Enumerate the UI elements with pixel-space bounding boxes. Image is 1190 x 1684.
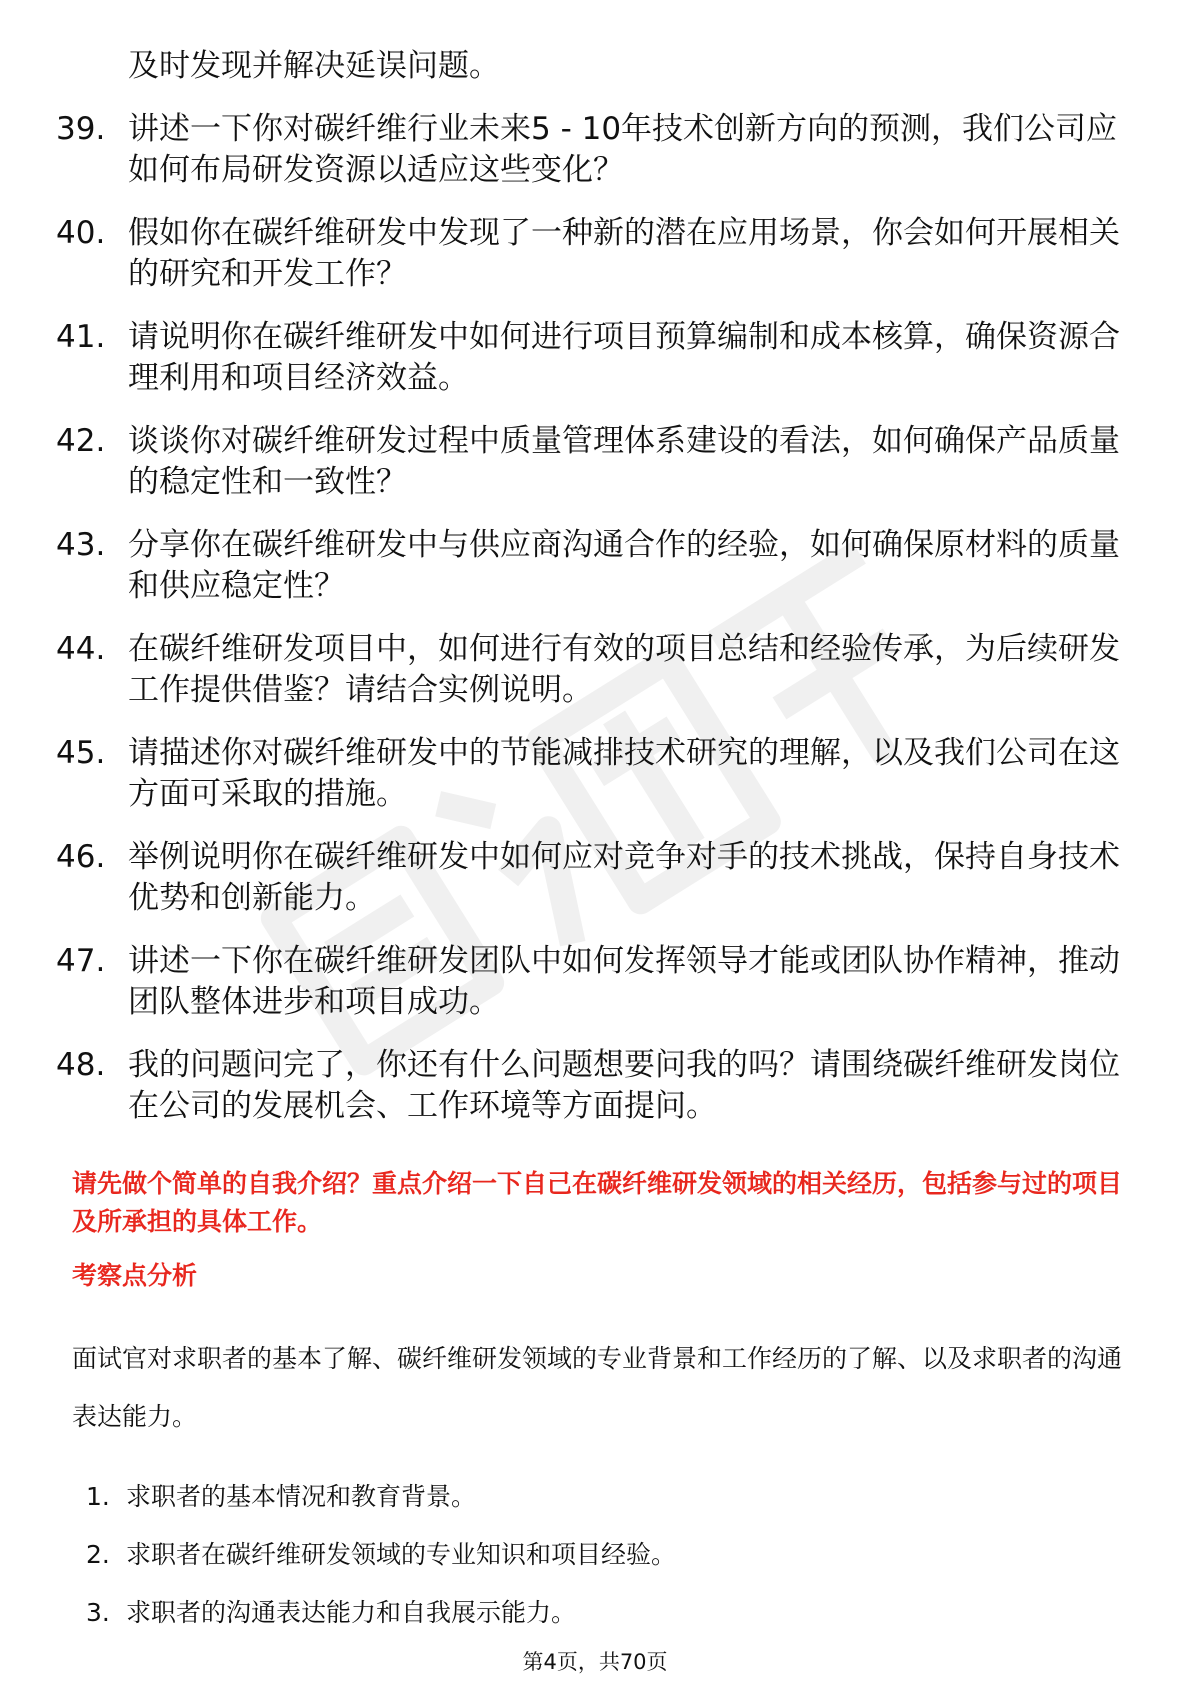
analysis-paragraph: 面试官对求职者的基本了解、碳纤维研发领域的专业背景和工作经历的了解、以及求职者的沟通表达能力。	[72, 1344, 1123, 1431]
question-text: 谈谈你对碳纤维研发过程中质量管理体系建设的看法，如何确保产品质量的稳定性和一致性？	[128, 423, 1120, 500]
list-item-number: 3.	[86, 1598, 110, 1627]
analysis-points	[86, 1480, 1086, 1654]
question-number: 43.	[56, 527, 106, 563]
question-text: 假如你在碳纤维研发中发现了一种新的潜在应用场景，你会如何开展相关的研究和开发工作？	[128, 215, 1120, 292]
question-number: 41.	[56, 319, 106, 355]
question-item	[56, 733, 1136, 815]
question-item	[56, 317, 1136, 399]
question-item	[56, 213, 1136, 295]
list-item	[86, 1480, 1086, 1514]
question-item	[56, 109, 1136, 191]
question-item	[56, 421, 1136, 503]
question-text: 分享你在碳纤维研发中与供应商沟通合作的经验，如何确保原材料的质量和供应稳定性？	[128, 527, 1120, 604]
question-item	[56, 1045, 1136, 1127]
question-text: 讲述一下你在碳纤维研发团队中如何发挥领导才能或团队协作精神，推动团队整体进步和项目成功。	[128, 943, 1120, 1020]
question-number: 45.	[56, 735, 106, 771]
question-item	[56, 525, 1136, 607]
question-text: 在碳纤维研发项目中，如何进行有效的项目总结和经验传承，为后续研发工作提供借鉴？请结合实例说明。	[128, 631, 1120, 708]
list-item	[86, 1596, 1086, 1630]
highlight-question: 请先做个简单的自我介绍？重点介绍一下自己在碳纤维研发领域的相关经历，包括参与过的项目及所承担的具体工作。	[72, 1169, 1123, 1236]
question-continuation: 及时发现并解决延误问题。	[128, 48, 500, 84]
list-item-number: 1.	[86, 1482, 110, 1511]
question-number: 39.	[56, 111, 106, 147]
question-text: 我的问题问完了，你还有什么问题想要问我的吗？请围绕碳纤维研发岗位在公司的发展机会、工作环境等方面提问。	[128, 1047, 1120, 1124]
question-item	[56, 629, 1136, 711]
question-number: 42.	[56, 423, 106, 459]
question-text: 请描述你对碳纤维研发中的节能减排技术研究的理解，以及我们公司在这方面可采取的措施。	[128, 735, 1120, 812]
question-list	[56, 46, 1136, 1149]
question-text: 请说明你在碳纤维研发中如何进行项目预算编制和成本核算，确保资源合理利用和项目经济效益。	[128, 319, 1120, 396]
question-item	[56, 941, 1136, 1023]
question-number: 47.	[56, 943, 106, 979]
question-number: 48.	[56, 1047, 106, 1083]
list-item-text: 求职者在碳纤维研发领域的专业知识和项目经验。	[126, 1540, 677, 1569]
section-title: 考察点分析	[72, 1261, 198, 1290]
list-item-text: 求职者的基本情况和教育背景。	[126, 1482, 477, 1511]
question-text: 讲述一下你对碳纤维行业未来5 - 10年技术创新方向的预测，我们公司应如何布局研发资源以适应这些变化？	[128, 111, 1118, 188]
list-item-number: 2.	[86, 1540, 110, 1569]
question-number: 40.	[56, 215, 106, 251]
question-text: 举例说明你在碳纤维研发中如何应对竞争对手的技术挑战，保持自身技术优势和创新能力。	[128, 839, 1120, 916]
question-item	[56, 837, 1136, 919]
question-number: 46.	[56, 839, 106, 875]
list-item	[86, 1538, 1086, 1572]
question-number: 44.	[56, 631, 106, 667]
list-item-text: 求职者的沟通表达能力和自我展示能力。	[126, 1598, 577, 1627]
page-footer: 第4页，共70页	[522, 1650, 668, 1674]
